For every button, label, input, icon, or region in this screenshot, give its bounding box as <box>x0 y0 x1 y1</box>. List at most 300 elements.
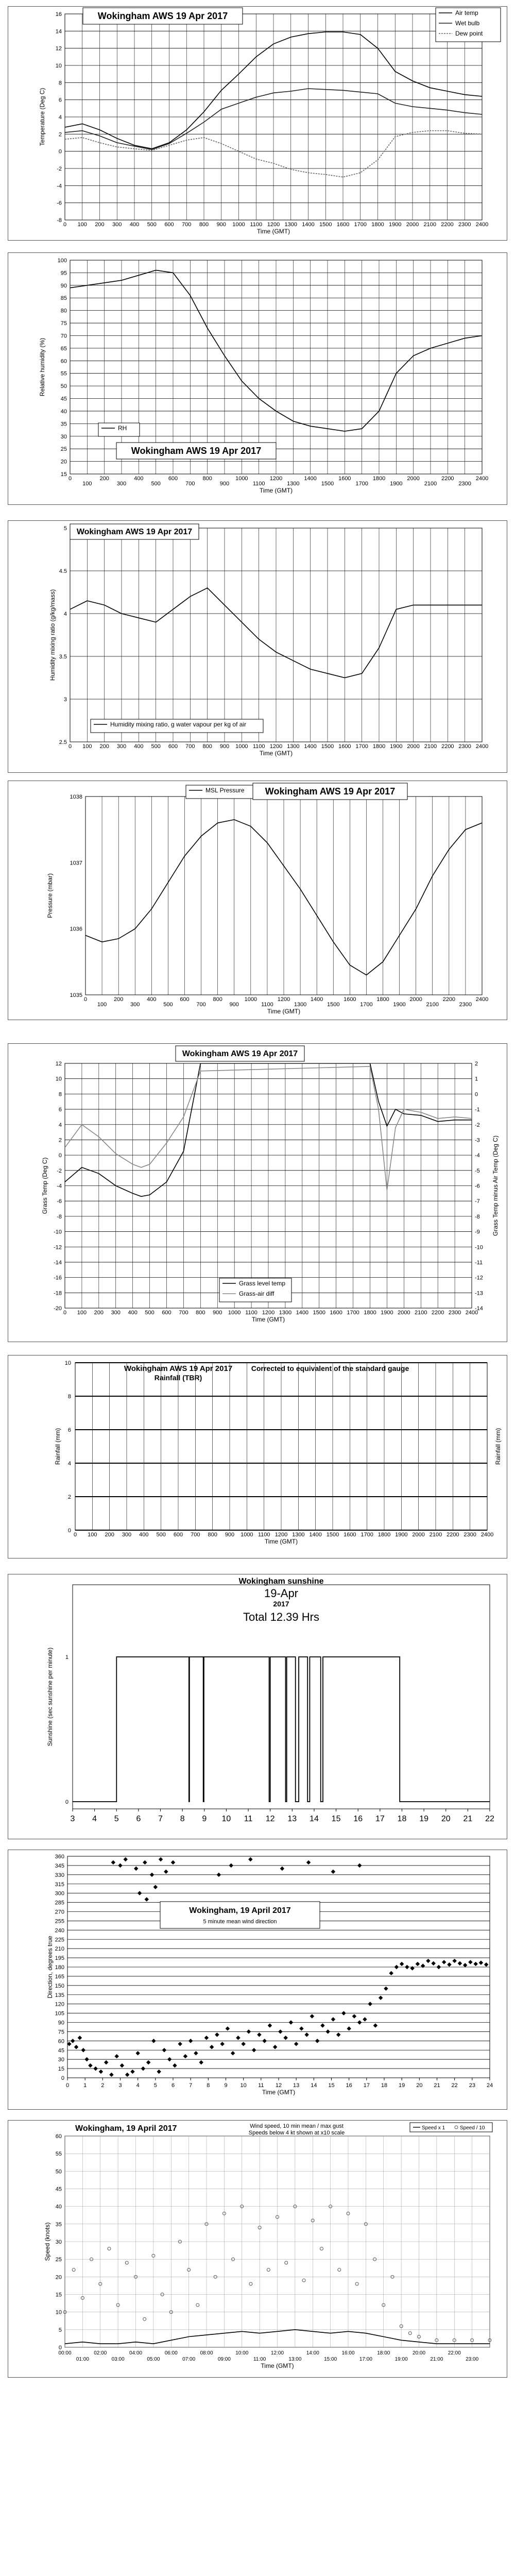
x-tick-label: 9 <box>224 2082 228 2089</box>
x-tick-label: 1000 <box>235 476 248 482</box>
y2-tick-label: -13 <box>475 1290 483 1297</box>
x-tick-label: 1000 <box>244 996 258 1003</box>
x-tick-label: 1700 <box>347 1310 359 1316</box>
x-tick-label: 6 <box>171 2082 175 2089</box>
x-tick-label: 15 <box>331 1815 341 1823</box>
x-tick-label: 400 <box>134 476 144 482</box>
y-tick-label: 30 <box>58 2057 64 2063</box>
y-tick-label: 225 <box>55 1937 64 1943</box>
y-tick-label: 1036 <box>70 926 82 933</box>
x-tick-label: 16 <box>346 2082 352 2089</box>
x-tick-label: 0 <box>68 476 72 482</box>
x-tick-label: 11:00 <box>253 2357 266 2362</box>
x-tick-label: 2300 <box>464 1532 476 1538</box>
grass-temperature-chart-panel <box>8 1043 507 1342</box>
y-tick-label: 40 <box>60 408 67 415</box>
y-tick-label: 6 <box>67 1427 71 1433</box>
x-tick-label: 2400 <box>475 743 489 750</box>
x-tick-label: 21 <box>463 1815 473 1823</box>
y-tick-label: 165 <box>55 1973 64 1980</box>
x-tick-label: 1900 <box>390 481 403 487</box>
x-tick-label: 16:00 <box>341 2350 355 2356</box>
x-tick-label: 600 <box>168 743 178 750</box>
x-tick-label: 19 <box>419 1815 429 1823</box>
legend-label: RH <box>118 425 127 432</box>
x-tick-label: 1700 <box>354 222 367 228</box>
x-tick-label: 06:00 <box>164 2350 178 2356</box>
y-tick-label: 0 <box>61 2075 64 2081</box>
x-tick-label: 10 <box>221 1815 231 1823</box>
x-tick-label: 4 <box>136 2082 140 2089</box>
y-tick-label: 55 <box>60 370 67 377</box>
y-tick-label: 285 <box>55 1900 64 1906</box>
y-tick-label: 10 <box>55 1076 62 1082</box>
y-axis-label: Humidity mixing ratio (g/kg/mass) <box>49 589 56 681</box>
y2-tick-label: -8 <box>475 1213 480 1220</box>
x-tick-label: 1200 <box>277 996 290 1003</box>
y-tick-label: 8 <box>67 1394 71 1400</box>
y-tick-label: 25 <box>60 446 67 453</box>
y-tick-label: 300 <box>55 1890 64 1897</box>
y-tick-label: 330 <box>55 1872 64 1878</box>
x-tick-label: 1800 <box>371 222 384 228</box>
x-tick-label: 22 <box>451 2082 458 2089</box>
y2-tick-label: -4 <box>475 1153 480 1159</box>
x-tick-label: 1000 <box>235 743 248 750</box>
x-tick-label: 2300 <box>448 1310 461 1316</box>
x-tick-label: 1200 <box>269 476 283 482</box>
x-tick-label: 1600 <box>344 1532 356 1538</box>
y-tick-label: -20 <box>54 1306 62 1312</box>
x-tick-label: 1500 <box>321 743 334 750</box>
x-tick-label: 14 <box>310 1815 319 1823</box>
x-tick-label: 2000 <box>407 476 420 482</box>
x-tick-label: 14:00 <box>306 2350 319 2356</box>
x-tick-label: 300 <box>112 222 122 228</box>
x-tick-label: 2300 <box>458 222 471 228</box>
x-tick-label: 1900 <box>381 1310 393 1316</box>
x-tick-label: 0 <box>73 1532 77 1538</box>
x-tick-label: 20 <box>416 2082 423 2089</box>
chart-subtitle: Rainfall (TBR) <box>154 1374 202 1382</box>
relative-humidity-chart-panel <box>8 252 507 505</box>
chart-year: 2017 <box>273 1600 289 1608</box>
x-tick-label: 24 <box>486 2082 493 2089</box>
chart-title: Wokingham, 19 April 2017 <box>189 1906 291 1915</box>
x-tick-label: 700 <box>196 1002 206 1008</box>
y-tick-label: 45 <box>55 2186 62 2193</box>
y-axis-label: Rainfall (mm) <box>54 1428 61 1465</box>
y2-tick-label: -12 <box>475 1275 483 1281</box>
y2-tick-label: -9 <box>475 1229 480 1235</box>
x-tick-label: 1300 <box>287 743 300 750</box>
legend-label: Speed / 10 <box>460 2125 485 2131</box>
y-tick-label: -14 <box>54 1259 62 1266</box>
x-tick-label: 21 <box>434 2082 440 2089</box>
x-tick-label: 18:00 <box>377 2350 390 2356</box>
rainfall-chart-panel <box>8 1355 507 1558</box>
x-tick-label: 200 <box>95 222 105 228</box>
x-tick-label: 900 <box>225 1532 235 1538</box>
x-tick-label: 100 <box>97 1002 107 1008</box>
chart-subtitle: 5 minute mean wind direction <box>203 1919 277 1925</box>
x-tick-label: 2200 <box>447 1532 459 1538</box>
x-tick-label: 500 <box>163 1002 173 1008</box>
x-tick-label: 03:00 <box>111 2357 125 2362</box>
x-tick-label: 6 <box>136 1815 141 1823</box>
x-tick-label: 600 <box>168 476 178 482</box>
relative-humidity-chart <box>8 253 507 504</box>
y-tick-label: 50 <box>55 2168 62 2175</box>
y-tick-label: 60 <box>60 358 67 365</box>
y-tick-label: -16 <box>54 1275 62 1281</box>
x-tick-label: 20 <box>441 1815 451 1823</box>
x-tick-label: 900 <box>219 481 230 487</box>
x-tick-label: 1700 <box>360 1532 373 1538</box>
x-tick-label: 11 <box>244 1815 253 1823</box>
x-tick-label: 300 <box>122 1532 132 1538</box>
x-tick-label: 2200 <box>431 1310 444 1316</box>
y-tick-label: 60 <box>55 2133 62 2140</box>
grass-temperature-chart <box>8 1044 507 1342</box>
x-tick-label: 1100 <box>245 1310 258 1316</box>
x-tick-label: 2000 <box>398 1310 410 1316</box>
chart-title: Wokingham AWS 19 Apr 2017 <box>182 1049 298 1058</box>
x-axis-label: Time (GMT) <box>259 750 293 757</box>
x-tick-label: 300 <box>116 481 127 487</box>
x-tick-label: 1200 <box>269 743 283 750</box>
y-tick-label: 75 <box>60 320 67 327</box>
y-tick-label: 40 <box>55 2204 62 2210</box>
x-tick-label: 1400 <box>302 222 315 228</box>
x-tick-label: 600 <box>164 222 174 228</box>
y-tick-label: 4 <box>63 611 67 617</box>
y-tick-label: 80 <box>60 308 67 314</box>
y-tick-label: 70 <box>60 333 67 340</box>
x-tick-label: 900 <box>229 1002 239 1008</box>
x-tick-label: 5 <box>114 1815 119 1823</box>
x-tick-label: 14 <box>311 2082 317 2089</box>
x-tick-label: 2 <box>101 2082 105 2089</box>
y-tick-label: 0 <box>67 1528 71 1534</box>
y2-axis-label: Grass Temp minus Air Temp (Deg C) <box>492 1136 499 1236</box>
y-tick-label: 105 <box>55 2010 64 2017</box>
y2-tick-label: 1 <box>475 1076 478 1082</box>
x-tick-label: 3 <box>118 2082 122 2089</box>
wind-speed-chart <box>8 2121 507 2377</box>
y-tick-label: 4.5 <box>59 568 67 574</box>
x-tick-label: 2000 <box>409 996 422 1003</box>
x-tick-label: 1500 <box>319 222 332 228</box>
y-tick-label: 2 <box>67 1494 71 1500</box>
x-tick-label: 1400 <box>309 1532 322 1538</box>
y-tick-label: 50 <box>60 383 67 390</box>
x-tick-label: 2300 <box>458 481 471 487</box>
x-tick-label: 600 <box>180 996 190 1003</box>
y-tick-label: 20 <box>60 459 67 465</box>
sunshine-chart <box>8 1574 507 1839</box>
chart-title: Wokingham AWS 19 Apr 2017 <box>124 1364 233 1373</box>
x-tick-label: 15:00 <box>324 2357 337 2362</box>
x-tick-label: 1900 <box>395 1532 408 1538</box>
x-tick-label: 500 <box>156 1532 166 1538</box>
y-tick-label: 100 <box>57 258 67 264</box>
x-tick-label: 900 <box>219 743 230 750</box>
x-tick-label: 00:00 <box>58 2350 72 2356</box>
y-tick-label: 3.5 <box>59 654 67 660</box>
y-tick-label: -6 <box>57 1198 62 1205</box>
x-tick-label: 1800 <box>372 476 386 482</box>
x-tick-label: 1600 <box>336 222 350 228</box>
x-tick-label: 700 <box>179 1310 188 1316</box>
x-tick-label: 0 <box>83 996 88 1003</box>
y-tick-label: 95 <box>60 270 67 277</box>
x-tick-label: 17:00 <box>359 2357 372 2362</box>
pressure-chart <box>8 781 507 1020</box>
y-tick-label: 55 <box>55 2151 62 2158</box>
y-tick-label: -8 <box>57 1213 62 1220</box>
x-tick-label: 1300 <box>284 222 297 228</box>
x-tick-label: 0 <box>63 1310 67 1316</box>
y-tick-label: 2.5 <box>59 739 67 745</box>
x-tick-label: 4 <box>92 1815 97 1823</box>
x-tick-label: 18 <box>397 1815 407 1823</box>
x-tick-label: 16 <box>353 1815 363 1823</box>
y2-tick-label: -11 <box>475 1259 483 1266</box>
y-tick-label: 6 <box>58 1107 62 1113</box>
x-tick-label: 2200 <box>442 996 456 1003</box>
x-axis-label: Time (GMT) <box>261 2362 294 2369</box>
y-tick-label: 20 <box>55 2274 62 2281</box>
y-tick-label: 15 <box>55 2292 62 2298</box>
sunshine-chart-panel <box>8 1574 507 1839</box>
x-tick-label: 1100 <box>258 1532 270 1538</box>
x-tick-label: 1800 <box>364 1310 376 1316</box>
x-tick-label: 100 <box>82 481 92 487</box>
y2-tick-label: 0 <box>475 1091 478 1098</box>
x-tick-label: 400 <box>147 996 157 1003</box>
x-tick-label: 1800 <box>377 1532 391 1538</box>
x-tick-label: 200 <box>99 476 109 482</box>
x-tick-label: 200 <box>99 743 109 750</box>
x-tick-label: 9 <box>202 1815 207 1823</box>
y-tick-label: 75 <box>58 2029 64 2036</box>
x-tick-label: 2400 <box>480 1532 494 1538</box>
y-tick-label: 240 <box>55 1927 64 1934</box>
x-axis-label: Time (GMT) <box>267 1008 301 1015</box>
x-tick-label: 02:00 <box>94 2350 107 2356</box>
y-tick-label: 25 <box>55 2257 62 2263</box>
y-axis-label: Direction, degrees true <box>46 1936 54 1998</box>
y-tick-label: 120 <box>55 2001 64 2008</box>
y-tick-label: -4 <box>57 183 62 190</box>
x-tick-label: 500 <box>145 1310 154 1316</box>
y2-tick-label: -14 <box>475 1306 483 1312</box>
x-tick-label: 12 <box>265 1815 275 1823</box>
x-tick-label: 10:00 <box>235 2350 249 2356</box>
x-tick-label: 1600 <box>338 476 351 482</box>
x-tick-label: 1300 <box>292 1532 305 1538</box>
x-tick-label: 700 <box>185 743 195 750</box>
x-tick-label: 700 <box>185 481 195 487</box>
y-tick-label: 1037 <box>70 860 82 867</box>
y-tick-label: 2 <box>58 1137 62 1144</box>
x-tick-label: 400 <box>139 1532 149 1538</box>
y-tick-label: 15 <box>58 2066 64 2073</box>
x-tick-label: 23:00 <box>466 2357 479 2362</box>
y-tick-label: 0 <box>58 148 62 155</box>
x-tick-label: 1900 <box>393 1002 406 1008</box>
y-tick-label: 3 <box>63 697 67 703</box>
y-tick-label: 360 <box>55 1854 64 1860</box>
x-tick-label: 2100 <box>426 1002 439 1008</box>
x-tick-label: 1100 <box>261 1002 273 1008</box>
chart-note: Corrected to equivalent of the standard gauge <box>251 1364 409 1372</box>
x-tick-label: 2200 <box>441 222 454 228</box>
x-tick-label: 1400 <box>310 996 323 1003</box>
x-tick-label: 0 <box>68 743 72 750</box>
y-tick-label: 4 <box>67 1461 71 1467</box>
y2-tick-label: -3 <box>475 1137 480 1144</box>
y-tick-label: 255 <box>55 1918 64 1925</box>
x-tick-label: 13:00 <box>288 2357 302 2362</box>
x-tick-label: 5 <box>153 2082 157 2089</box>
chart-subtitle: Wind speed, 10 min mean / max gust <box>250 2123 344 2129</box>
x-tick-label: 500 <box>147 222 157 228</box>
x-tick-label: 2300 <box>459 1002 472 1008</box>
y-tick-label: 180 <box>55 1964 64 1971</box>
y-axis-label: Relative humidity (%) <box>39 337 46 397</box>
x-tick-label: 12 <box>275 2082 282 2089</box>
x-tick-label: 1900 <box>389 222 402 228</box>
y-tick-label: 12 <box>55 45 62 52</box>
x-tick-label: 800 <box>199 222 209 228</box>
x-tick-label: 2100 <box>429 1532 442 1538</box>
x-tick-label: 19:00 <box>394 2357 408 2362</box>
x-tick-label: 22:00 <box>448 2350 461 2356</box>
y-tick-label: 8 <box>58 80 62 87</box>
y-tick-label: 10 <box>55 63 62 69</box>
x-tick-label: 15 <box>328 2082 335 2089</box>
x-tick-label: 800 <box>208 1532 217 1538</box>
x-tick-label: 300 <box>130 1002 140 1008</box>
x-tick-label: 23 <box>469 2082 475 2089</box>
x-tick-label: 1500 <box>326 1532 339 1538</box>
mixing-ratio-chart <box>8 521 507 772</box>
legend-label: Speed x 1 <box>422 2125 445 2131</box>
y-tick-label: 12 <box>55 1061 62 1067</box>
x-tick-label: 10 <box>240 2082 247 2089</box>
x-tick-label: 100 <box>82 743 92 750</box>
x-tick-label: 2400 <box>475 476 489 482</box>
x-tick-label: 800 <box>213 996 222 1003</box>
x-tick-label: 1500 <box>321 481 334 487</box>
y-tick-label: 45 <box>58 2047 64 2054</box>
y-tick-label: 30 <box>60 433 67 440</box>
x-tick-label: 01:00 <box>76 2357 89 2362</box>
y-tick-label: 150 <box>55 1982 64 1989</box>
x-axis-label: Time (GMT) <box>259 487 293 494</box>
x-tick-label: 200 <box>105 1532 114 1538</box>
legend-label: Grass level temp <box>239 1280 286 1287</box>
x-tick-label: 1300 <box>294 1002 307 1008</box>
y-tick-label: -12 <box>54 1244 62 1251</box>
x-tick-label: 1000 <box>241 1532 253 1538</box>
x-tick-label: 1700 <box>360 1002 373 1008</box>
y-tick-label: 85 <box>60 295 67 302</box>
x-tick-label: 2200 <box>441 743 454 750</box>
x-tick-label: 2200 <box>441 476 454 482</box>
y-tick-label: 45 <box>60 396 67 402</box>
air-temperature-chart-panel <box>8 6 507 241</box>
x-tick-label: 13 <box>287 1815 297 1823</box>
chart-date: 19-Apr <box>264 1587 299 1600</box>
x-tick-label: 12:00 <box>270 2350 284 2356</box>
x-tick-label: 1100 <box>250 222 263 228</box>
x-tick-label: 1600 <box>338 743 351 750</box>
y-tick-label: 210 <box>55 1946 64 1953</box>
x-tick-label: 17 <box>363 2082 370 2089</box>
y-tick-label: 0 <box>58 2345 62 2351</box>
y-tick-label: -4 <box>57 1183 62 1190</box>
x-tick-label: 2400 <box>475 996 489 1003</box>
wind-speed-chart-panel <box>8 2120 507 2378</box>
x-tick-label: 700 <box>191 1532 200 1538</box>
x-tick-label: 1100 <box>252 481 265 487</box>
legend-label: MSL Pressure <box>205 787 245 794</box>
y-tick-label: 15 <box>60 471 67 478</box>
x-tick-label: 2100 <box>424 743 437 750</box>
chart-title: Wokingham AWS 19 Apr 2017 <box>131 446 262 456</box>
x-tick-label: 1500 <box>313 1310 325 1316</box>
x-tick-label: 800 <box>202 476 212 482</box>
y-tick-label: 315 <box>55 1881 64 1888</box>
x-tick-label: 1100 <box>252 743 265 750</box>
x-tick-label: 1300 <box>287 481 300 487</box>
chart-title: Wokingham sunshine <box>238 1577 324 1586</box>
y-tick-label: -6 <box>57 200 62 207</box>
x-tick-label: 800 <box>196 1310 205 1316</box>
x-tick-label: 19 <box>399 2082 405 2089</box>
x-tick-label: 1300 <box>279 1310 292 1316</box>
x-tick-label: 2100 <box>415 1310 427 1316</box>
x-tick-label: 0 <box>65 2082 70 2089</box>
x-tick-label: 2400 <box>475 222 489 228</box>
y-tick-label: 345 <box>55 1862 64 1869</box>
y-tick-label: -2 <box>57 166 62 172</box>
y-tick-label: 4 <box>58 114 62 121</box>
air-temperature-chart <box>8 7 507 240</box>
y-axis-label: Grass Temp (Deg C) <box>41 1157 48 1214</box>
x-tick-label: 7 <box>189 2082 193 2089</box>
x-tick-label: 100 <box>88 1532 97 1538</box>
chart-title: Wokingham AWS 19 Apr 2017 <box>265 786 396 796</box>
y-tick-label: 10 <box>55 2309 62 2316</box>
x-tick-label: 07:00 <box>182 2357 196 2362</box>
wind-direction-chart <box>8 1850 507 2109</box>
x-tick-label: 1600 <box>330 1310 342 1316</box>
x-tick-label: 05:00 <box>147 2357 160 2362</box>
x-tick-label: 1000 <box>232 222 245 228</box>
y-tick-label: 90 <box>60 282 67 289</box>
legend-label: Wet bulb <box>455 20 480 27</box>
y-tick-label: 65 <box>60 345 67 352</box>
y-tick-label: 16 <box>55 11 62 18</box>
x-tick-label: 2000 <box>412 1532 425 1538</box>
y-tick-label: -2 <box>57 1167 62 1174</box>
chart-title: Wokingham AWS 19 Apr 2017 <box>97 11 228 21</box>
y-tick-label: 8 <box>58 1091 62 1098</box>
